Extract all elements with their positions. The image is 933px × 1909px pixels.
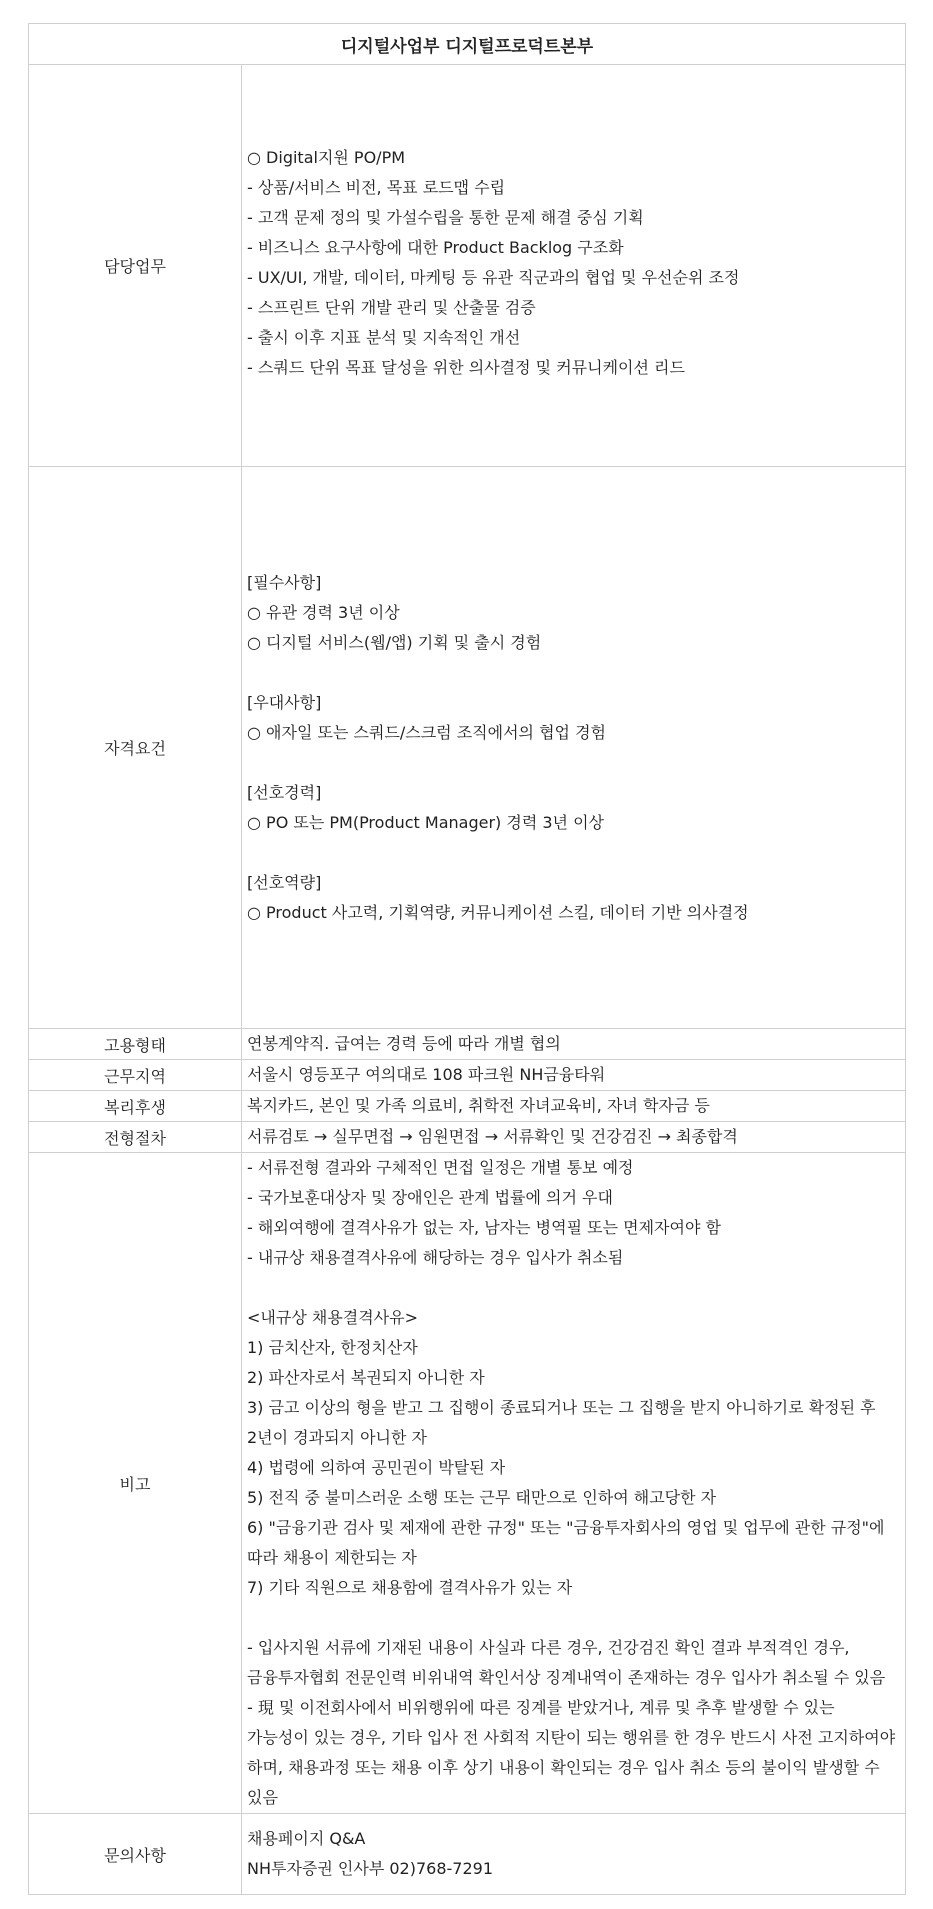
duty-item: - 스쿼드 단위 목표 달성을 위한 의사결정 및 커뮤니케이션 리드 — [247, 357, 685, 377]
contact-label: 문의사항 — [29, 1814, 242, 1895]
career-item: ○ PO 또는 PM(Product Manager) 경력 3년 이상 — [247, 812, 604, 832]
disqualification-heading: <내규상 채용결격사유> — [247, 1308, 419, 1327]
job-posting-table — [28, 23, 906, 1895]
employment-type-label: 고용형태 — [29, 1029, 242, 1060]
duty-item: - 스프린트 단위 개발 관리 및 산출물 검증 — [247, 297, 536, 317]
process-label: 전형절차 — [29, 1122, 242, 1153]
qualifications-label: 자격요건 — [29, 467, 242, 1029]
qualifications-content — [242, 467, 906, 1029]
duty-item: - 상품/서비스 비전, 목표 로드맵 수립 — [247, 177, 506, 197]
ability-item: ○ Product 사고력, 기획역량, 커뮤니케이션 스킬, 데이터 기반 의사결정 — [247, 902, 749, 922]
required-item: ○ 유관 경력 3년 이상 — [247, 602, 400, 622]
benefits-value: 복지카드, 본인 및 가족 의료비, 취학전 자녀교육비, 자녀 학자금 등 — [242, 1091, 906, 1122]
duty-item: - 고객 문제 정의 및 가설수립을 통한 문제 해결 중심 기획 — [247, 207, 644, 227]
ability-heading: [선호역량] — [247, 872, 322, 892]
employment-type-value: 연봉계약직. 급여는 경력 등에 따라 개별 협의 — [242, 1029, 906, 1060]
remark-item: - 국가보훈대상자 및 장애인은 관계 법률에 의거 우대 — [247, 1188, 613, 1207]
preferred-item: ○ 애자일 또는 스쿼드/스크럼 조직에서의 협업 경험 — [247, 722, 606, 742]
benefits-label: 복리후생 — [29, 1091, 242, 1122]
duty-item: ○ Digital지원 PO/PM — [247, 147, 406, 167]
duty-item: - UX/UI, 개발, 데이터, 마케팅 등 유관 직군과의 협업 및 우선순위 조정 — [247, 267, 740, 287]
required-heading: [필수사항] — [247, 572, 322, 592]
remark-item: - 내규상 채용결격사유에 해당하는 경우 입사가 취소됨 — [247, 1248, 624, 1267]
disqualification-item: 7) 기타 직원으로 채용함에 결격사유가 있는 자 — [247, 1578, 573, 1597]
remark-item: - 서류전형 결과와 구체적인 면접 일정은 개별 통보 예정 — [247, 1158, 634, 1177]
contact-qna: 채용페이지 Q&A — [247, 1829, 366, 1848]
location-value: 서울시 영등포구 여의대로 108 파크원 NH금융타워 — [242, 1060, 906, 1091]
preferred-heading: [우대사항] — [247, 692, 322, 712]
remarks-label: 비고 — [29, 1153, 242, 1814]
career-heading: [선호경력] — [247, 782, 322, 802]
posting-title: 디지털사업부 디지털프로덕트본부 — [29, 24, 906, 65]
duties-content — [242, 65, 906, 467]
required-item: ○ 디지털 서비스(웹/앱) 기획 및 출시 경험 — [247, 632, 542, 652]
process-value: 서류검토 → 실무면접 → 임원면접 → 서류확인 및 건강검진 → 최종합격 — [242, 1122, 906, 1153]
duty-item: - 비즈니스 요구사항에 대한 Product Backlog 구조화 — [247, 237, 624, 257]
disqualification-item: 1) 금치산자, 한정치산자 — [247, 1338, 418, 1357]
contact-phone: NH투자증권 인사부 02)768-7291 — [247, 1859, 493, 1878]
remark-extra: - 現 및 이전회사에서 비위행위에 따른 징계를 받았거나, 계류 및 추후 발생할 수 있는 가능성이 있는 경우, 기타 입사 전 사회적 지탄이 되는 행위를 한 경우 반드시 사전 고지하여야 하며, 채용과정 또는 채용 이후 상기 내용이 확인되는 경우 입사 취소 등의 불이익 발생할 수 있음 — [247, 1698, 896, 1807]
disqualification-item: 6) "금융기관 검사 및 제재에 관한 규정" 또는 "금융투자회사의 영업 및 업무에 관한 규정"에 따라 채용이 제한되는 자 — [247, 1518, 885, 1567]
disqualification-item: 5) 전직 중 불미스러운 소행 또는 근무 태만으로 인하여 해고당한 자 — [247, 1488, 717, 1507]
duty-item: - 출시 이후 지표 분석 및 지속적인 개선 — [247, 327, 521, 347]
disqualification-item: 2) 파산자로서 복권되지 아니한 자 — [247, 1368, 485, 1387]
duties-label: 담당업무 — [29, 65, 242, 467]
remark-extra: - 입사지원 서류에 기재된 내용이 사실과 다른 경우, 건강검진 확인 결과 부적격인 경우, 금융투자협회 전문인력 비위내역 확인서상 징계내역이 존재하는 경우 입사가 취소될 수 있음 — [247, 1638, 886, 1687]
remarks-content — [242, 1153, 906, 1814]
contact-content — [242, 1814, 906, 1895]
remark-item: - 해외여행에 결격사유가 없는 자, 남자는 병역필 또는 면제자여야 함 — [247, 1218, 721, 1237]
disqualification-item: 3) 금고 이상의 형을 받고 그 집행이 종료되거나 또는 그 집행을 받지 아니하기로 확정된 후 2년이 경과되지 아니한 자 — [247, 1398, 876, 1447]
location-label: 근무지역 — [29, 1060, 242, 1091]
disqualification-item: 4) 법령에 의하여 공민권이 박탈된 자 — [247, 1458, 506, 1477]
